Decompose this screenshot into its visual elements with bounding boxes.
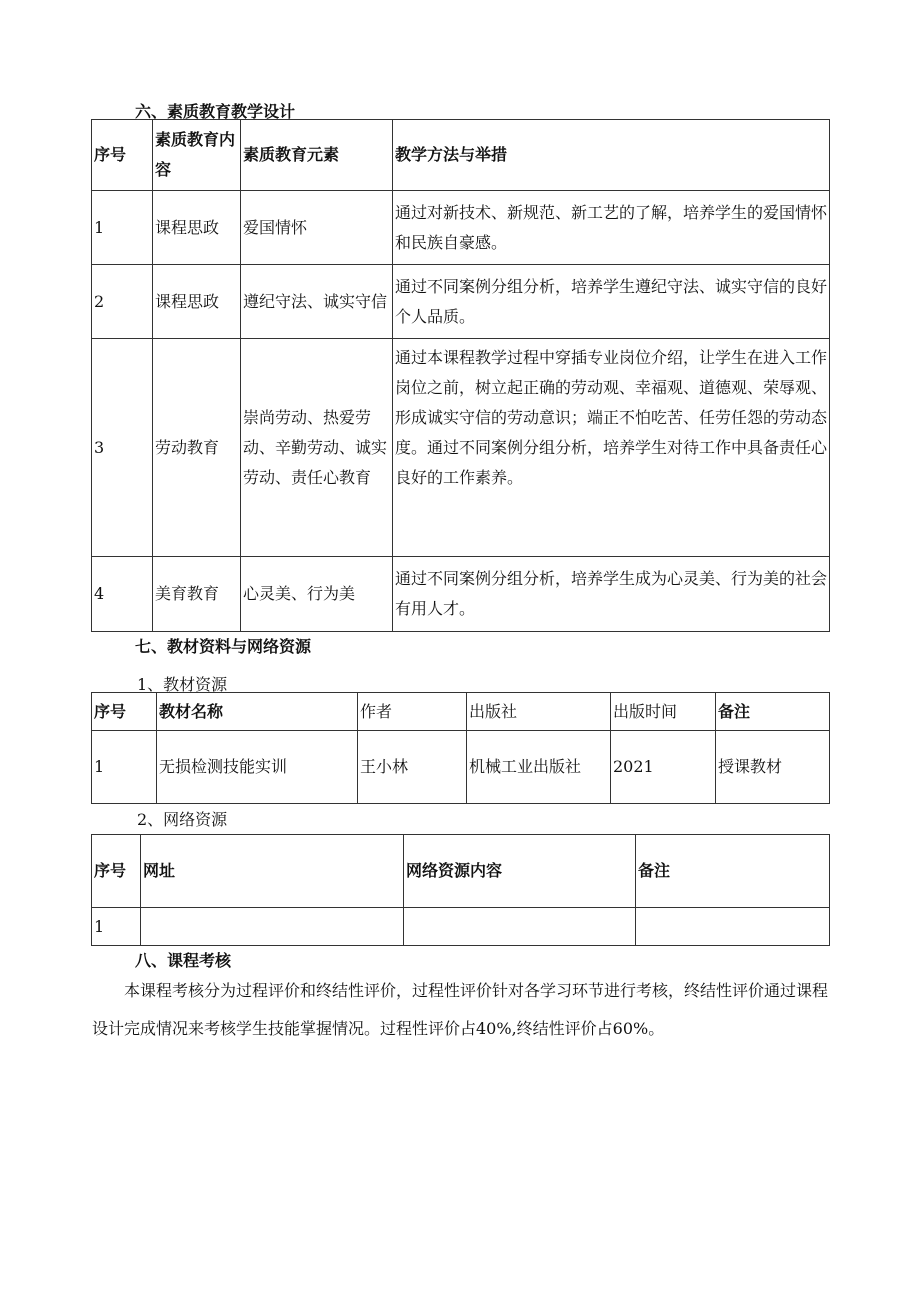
header-method: 教学方法与举措 xyxy=(393,120,830,191)
row-name: 无损检测技能实训 xyxy=(157,731,358,804)
row-author: 王小林 xyxy=(358,731,467,804)
row-method: 通过对新技术、新规范、新工艺的了解，培养学生的爱国情怀和民族自豪感。 xyxy=(393,191,830,265)
table-row xyxy=(92,265,830,339)
row-element: 遵纪守法、诚实守信 xyxy=(241,265,393,339)
quality-education-table xyxy=(91,119,830,632)
header-no: 序号 xyxy=(92,120,153,191)
row-no: 1 xyxy=(92,191,153,265)
table-row xyxy=(92,339,830,557)
header-author: 作者 xyxy=(358,693,467,731)
row-element: 崇尚劳动、热爱劳动、辛勤劳动、诚实劳动、责任心教育 xyxy=(241,339,393,557)
section-8-title: 八、课程考核 xyxy=(135,951,232,970)
header-content: 素质教育内容 xyxy=(153,120,241,191)
row-no: 1 xyxy=(92,908,141,946)
header-note: 备注 xyxy=(636,835,830,908)
table-row xyxy=(92,731,830,804)
table-row xyxy=(92,191,830,265)
web-resources-subtitle: 2、网络资源 xyxy=(137,810,228,829)
row-no: 4 xyxy=(92,557,153,632)
header-year: 出版时间 xyxy=(611,693,716,731)
header-note: 备注 xyxy=(716,693,830,731)
row-url xyxy=(141,908,404,946)
row-content: 美育教育 xyxy=(153,557,241,632)
web-resources-table xyxy=(91,834,830,946)
header-element: 素质教育元素 xyxy=(241,120,393,191)
materials-table xyxy=(91,692,830,804)
header-no: 序号 xyxy=(92,693,157,731)
assessment-paragraph: 本课程考核分为过程评价和终结性评价，过程性评价针对各学习环节进行考核，终结性评价通过课程设计完成情况来考核学生技能掌握情况。过程性评价占40%,终结性评价占60%。 xyxy=(92,981,829,1038)
row-method: 通过不同案例分组分析，培养学生遵纪守法、诚实守信的良好个人品质。 xyxy=(393,265,830,339)
row-no: 2 xyxy=(92,265,153,339)
row-content: 课程思政 xyxy=(153,191,241,265)
row-no: 3 xyxy=(92,339,153,557)
table-header-row xyxy=(92,120,830,191)
section-6-title: 六、素质教育教学设计 xyxy=(135,102,296,121)
table-row xyxy=(92,908,830,946)
row-element: 爱国情怀 xyxy=(241,191,393,265)
header-content: 网络资源内容 xyxy=(404,835,636,908)
header-publisher: 出版社 xyxy=(467,693,611,731)
section-7-title: 七、教材资料与网络资源 xyxy=(135,637,312,656)
row-content: 课程思政 xyxy=(153,265,241,339)
row-year: 2021 xyxy=(611,731,716,804)
row-content: 劳动教育 xyxy=(153,339,241,557)
row-content xyxy=(404,908,636,946)
row-note xyxy=(636,908,830,946)
row-method: 通过不同案例分组分析，培养学生成为心灵美、行为美的社会有用人才。 xyxy=(393,557,830,632)
header-name: 教材名称 xyxy=(157,693,358,731)
table-header-row xyxy=(92,835,830,908)
row-publisher: 机械工业出版社 xyxy=(467,731,611,804)
table-header-row xyxy=(92,693,830,731)
row-note: 授课教材 xyxy=(716,731,830,804)
row-element: 心灵美、行为美 xyxy=(241,557,393,632)
table-row xyxy=(92,557,830,632)
materials-subtitle: 1、教材资源 xyxy=(137,675,228,694)
row-method: 通过本课程教学过程中穿插专业岗位介绍，让学生在进入工作岗位之前，树立起正确的劳动观、幸福观、道德观、荣辱观、形成诚实守信的劳动意识；端正不怕吃苦、任劳任怨的劳动态度。通过不同案例分组分析，培养学生对待工作中具备责任心良好的工作素养。 xyxy=(393,339,830,557)
header-no: 序号 xyxy=(92,835,141,908)
header-url: 网址 xyxy=(141,835,404,908)
row-no: 1 xyxy=(92,731,157,804)
